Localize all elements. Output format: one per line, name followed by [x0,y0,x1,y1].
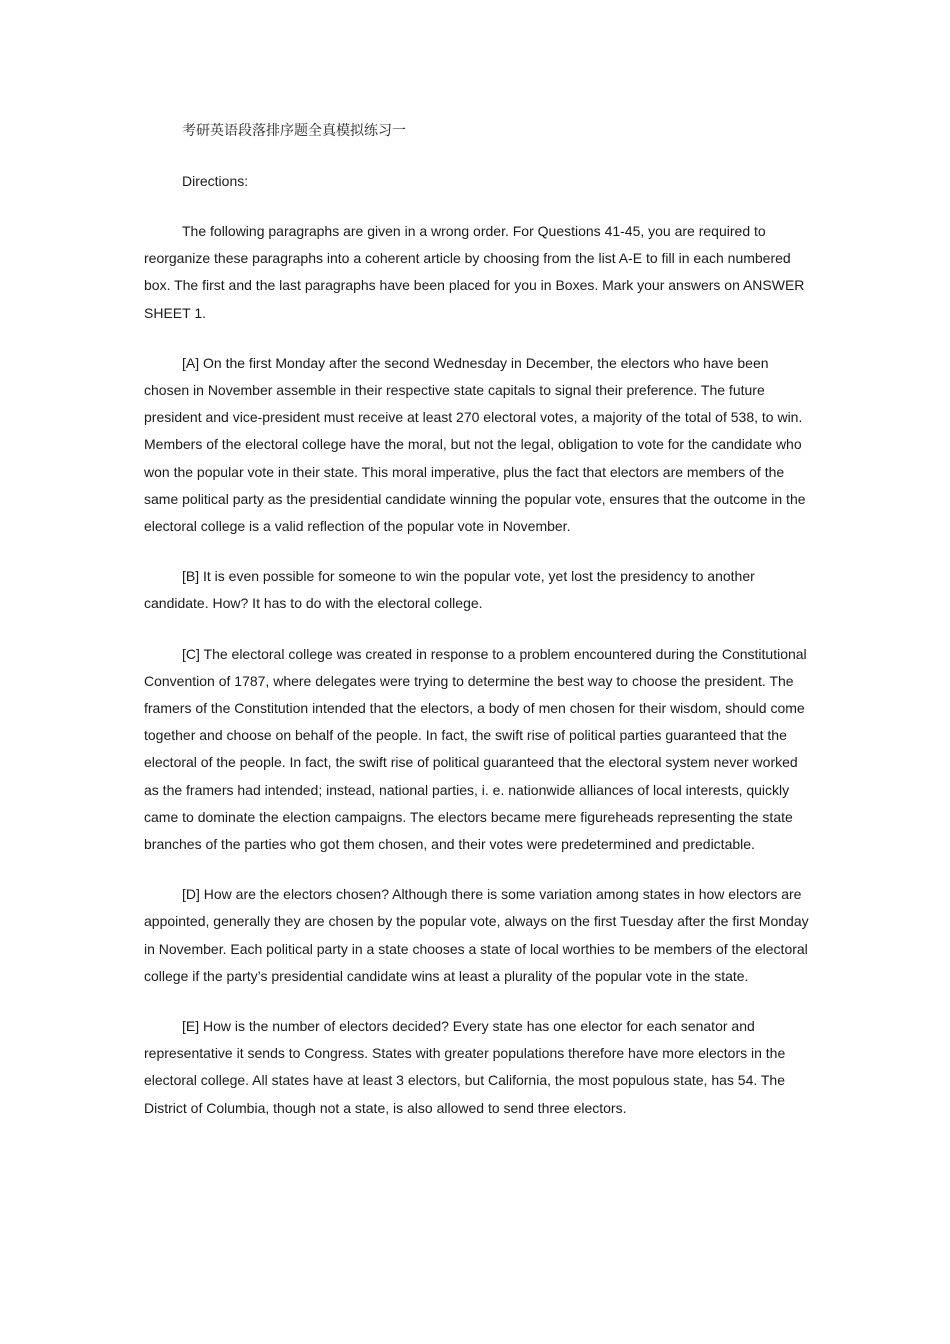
paragraph-c: [C] The electoral college was created in response to a problem encountered during the Constitutional Convention of 1787, where delegates were trying to determine the best way to choose the president. The framers of the Constitution intended that the electors, a body of men chosen for their wisdom, should come together and choose on behalf of the people. In fact, the swift rise of political parties guaranteed that the electoral of the people. In fact, the swift rise of political guaranteed that the electoral system never worked as the framers had intended; instead, national parties, i. e. nationwide alliances of local interests, quickly came to dominate the election campaigns. The electors became mere figureheads representing the state branches of the parties who got them chosen, and their votes were predetermined and predictable. [144,645,807,853]
instructions-paragraph: The following paragraphs are given in a wrong order. For Questions 41-45, you are required to reorganize these paragraphs into a coherent article by choosing from the list A-E to fill in each numbered box. The first and the last paragraphs have been placed for you in Boxes. Mark your answers on ANSWER SHEET 1. [144,223,805,321]
paragraph-d: [D] How are the electors chosen? Although there is some variation among states in how electors are appointed, generally they are chosen by the popular vote, always on the first Tuesday after the first Monday in November. Each political party in a state chooses a state of local worthies to be members of the electoral college if the party’s presidential candidate wins at least a plurality of the popular vote in the state. [144,886,809,984]
document-title: 考研英语段落排序题全真模拟练习一 [182,123,406,139]
paragraph-b: [B] It is even possible for someone to win the popular vote, yet lost the presidency to another candidate. How? It has to do with the electoral college. [144,568,755,612]
paragraph-e: [E] How is the number of electors decided? Every state has one elector for each senator and representative it sends to Congress. States with greater populations therefore have more electors in the electoral college. All states have at least 3 electors, but California, the most populous state, has 54. The District of Columbia, though not a state, is also allowed to send three electors. [144,1018,786,1116]
paragraph-a: [A] On the first Monday after the second Wednesday in December, the electors who have been chosen in November assemble in their respective state capitals to signal their preference. The future president and vice-president must receive at least 270 electoral votes, a majority of the total of 538, to win. Members of the electoral college have the moral, but not the legal, obligation to vote for the candidate who won the popular vote in their state. This moral imperative, plus the fact that electors are members of the same political party as the presidential candidate winning the popular vote, ensures that the outcome in the electoral college is a valid reflection of the popular vote in November. [144,354,806,535]
document-page [144,118,810,1145]
directions-heading: Directions: [182,173,249,189]
